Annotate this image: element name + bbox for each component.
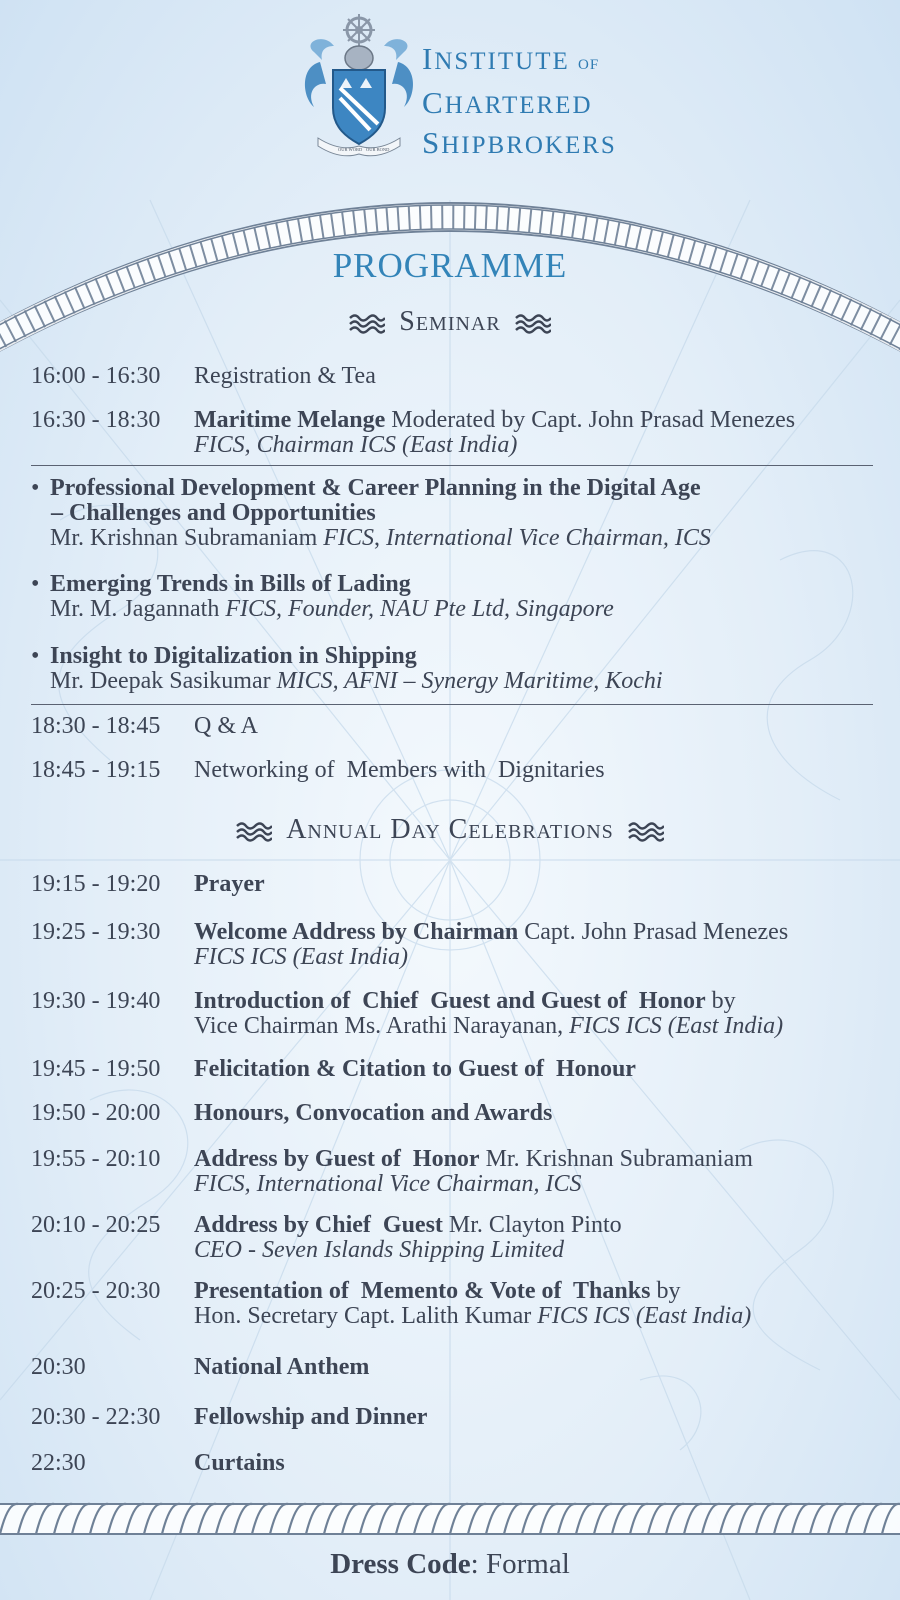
row-title: Presentation of Memento & Vote of Thanks [194,1278,651,1304]
row-time: 20:30 [31,1354,86,1380]
row-time: 20:10 - 20:25 [31,1212,161,1238]
row-description [194,872,884,897]
row-time: 16:30 - 18:30 [31,407,161,433]
row-title: Maritime Melange [194,407,386,433]
crest-logo-icon [300,12,418,157]
row-title: Felicitation & Citation to Guest of Honour [194,1056,636,1082]
row-detail: Capt. John Prasad Menezes [518,919,789,945]
divider [31,704,873,705]
row-detail: by [650,1278,681,1304]
wave-icon [349,313,385,335]
row-time: 19:15 - 19:20 [31,871,161,897]
institute-logo [300,12,630,160]
row-description: Registration & Tea [194,363,376,389]
bullet-icon: • [31,475,40,501]
row-time: 19:45 - 19:50 [31,1056,161,1082]
row-affiliation: FICS ICS (East India) [194,944,408,970]
org-line-chartered: CHARTERED [422,85,593,120]
org-line-institute: INSTITUTE OF [422,41,600,76]
dress-code: Dress Code: Formal [330,1548,570,1580]
row-time: 19:55 - 20:10 [31,1146,161,1172]
row-description [194,1147,884,1197]
row-detail: by [705,988,736,1014]
row-time: 18:30 - 18:45 [31,713,161,739]
row-title: Address by Guest of Honor [194,1146,480,1172]
dress-code-label: Dress Code [330,1548,471,1580]
row-title: Welcome Address by Chairman [194,919,519,945]
row-time: 20:30 - 22:30 [31,1404,161,1430]
row-time: 18:45 - 19:15 [31,757,161,783]
divider [31,465,873,466]
row-title: National Anthem [194,1354,370,1380]
bullet-icon: • [31,643,40,669]
talk-title: Professional Development & Career Planning in the Digital Age [50,475,701,501]
row-description [194,1101,884,1126]
row-title: Honours, Convocation and Awards [194,1100,553,1126]
talk-speaker: Mr. Deepak Sasikumar MICS, AFNI – Synergy Maritime, Kochi [50,668,663,694]
talk-title: Insight to Digitalization in Shipping [50,643,417,669]
bullet-icon: • [31,571,40,597]
row-second-line: Hon. Secretary Capt. Lalith Kumar FICS ICS (East India) [194,1303,752,1329]
row-time: 16:00 - 16:30 [31,363,161,389]
row-detail: Mr. Krishnan Subramaniam [479,1146,753,1172]
talk-speaker: Mr. M. Jagannath FICS, Founder, NAU Pte Ltd, Singapore [50,596,614,622]
row-description [194,989,884,1039]
row-affiliation: FICS, Chairman ICS (East India) [194,432,518,458]
row-time: 20:25 - 20:30 [31,1278,161,1304]
talk-speaker: Mr. Krishnan Subramaniam FICS, International Vice Chairman, ICS [50,525,711,551]
row-time: 19:50 - 20:00 [31,1100,161,1126]
seminar-heading [0,306,900,338]
talk-title: Emerging Trends in Bills of Lading [50,571,411,597]
row-description [194,408,884,458]
row-description [194,1355,884,1380]
row-affiliation: FICS, International Vice Chairman, ICS [194,1171,582,1197]
row-description [194,1057,884,1082]
talk-title-continued: – Challenges and Opportunities [51,500,376,526]
row-title: Curtains [194,1450,285,1476]
org-line-shipbrokers: SHIPBROKERS [422,125,617,160]
row-description [194,1213,884,1263]
row-second-line: Vice Chairman Ms. Arathi Narayanan, FICS ICS (East India) [194,1013,784,1039]
dress-code-value: Formal [485,1548,570,1580]
page-title: PROGRAMME [332,246,568,285]
row-title: Address by Chief Guest [194,1212,443,1238]
row-time: 19:30 - 19:40 [31,988,161,1014]
annual-day-heading [0,814,900,846]
row-description [194,1451,884,1476]
row-description [194,1279,884,1329]
wave-icon [515,313,551,335]
row-affiliation: CEO - Seven Islands Shipping Limited [194,1237,564,1263]
row-title: Fellowship and Dinner [194,1404,428,1430]
row-description [194,920,884,970]
wave-icon [628,821,664,843]
row-time: 19:25 - 19:30 [31,919,161,945]
seminar-heading-text: Seminar [399,306,501,337]
organisation-name [422,40,617,164]
row-detail: Mr. Clayton Pinto [442,1212,622,1238]
crest-motto-left: OUR WORD [338,147,363,152]
row-time: 22:30 [31,1450,86,1476]
row-title: Prayer [194,871,265,897]
row-title: Introduction of Chief Guest and Guest of Honor [194,988,706,1014]
annual-day-heading-text: Annual Day Celebrations [286,814,614,845]
wave-icon [236,821,272,843]
row-description: Q & A [194,713,259,739]
row-description: Networking of Members with Dignitaries [194,757,605,783]
crest-motto-right: OUR BOND [366,147,390,152]
row-detail: Moderated by Capt. John Prasad Menezes [385,407,796,433]
row-description [194,1405,884,1430]
